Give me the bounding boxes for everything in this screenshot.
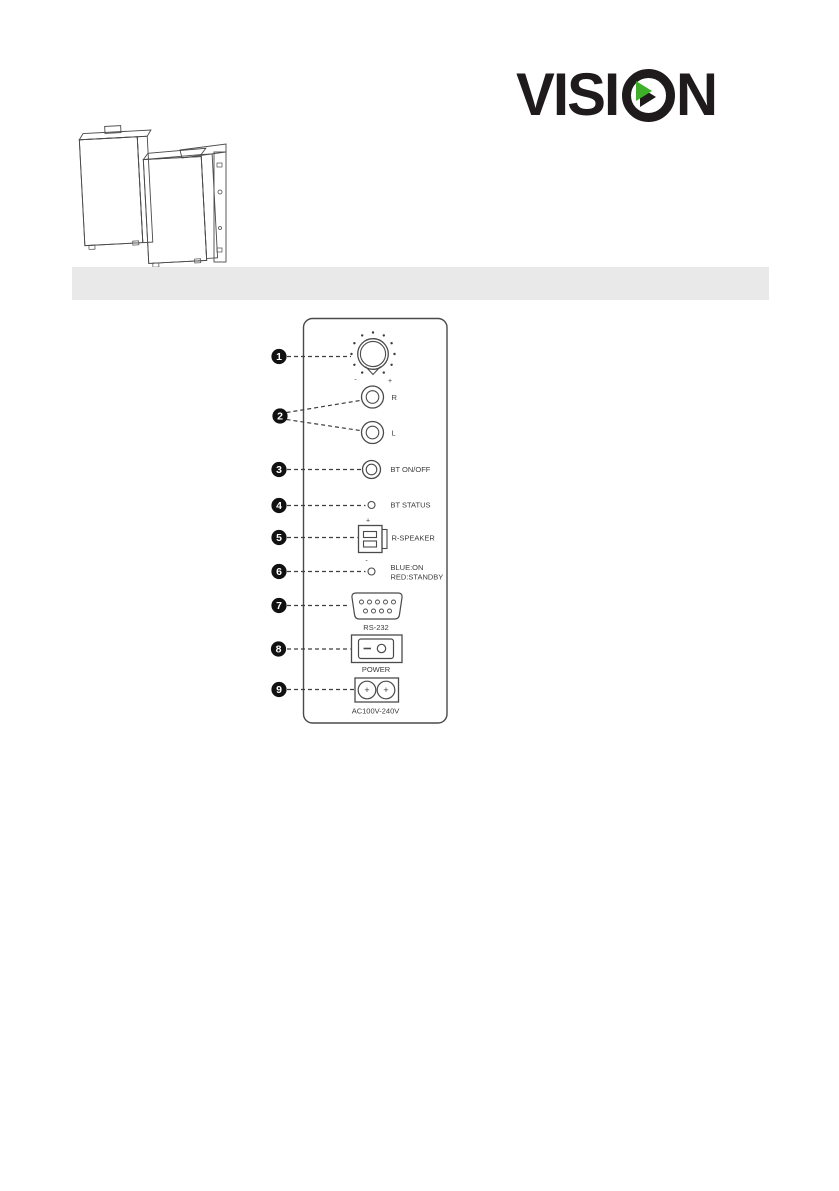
callout-1-number: 1 — [276, 351, 282, 364]
callout-6 — [271, 564, 286, 579]
bt-status-led — [368, 502, 375, 509]
power-switch — [352, 635, 403, 663]
vision-logo — [516, 61, 718, 128]
callout-4-number: 4 — [276, 500, 282, 513]
callout-2 — [272, 408, 287, 423]
switch-off-mark — [377, 644, 385, 652]
knob-tick-dots — [350, 331, 395, 374]
callout-leader-lines — [287, 357, 366, 690]
bt-onoff-label: BT ON/OFF — [390, 465, 431, 474]
speaker-product-drawing — [70, 124, 232, 268]
inlet-plus-right: + — [383, 685, 389, 695]
logo-text-n: N — [676, 61, 717, 128]
led-blue-label: BLUE:ON — [390, 563, 424, 572]
terminal-plus-mark: + — [365, 517, 371, 525]
callout-6-number: 6 — [276, 566, 282, 579]
bt-status-label: BT STATUS — [390, 500, 431, 510]
ac-inlet — [355, 678, 399, 702]
callout-1 — [271, 349, 286, 364]
speaker-right — [143, 144, 226, 267]
led-red-label: RED:STANDBY — [390, 572, 444, 582]
callout-8 — [271, 641, 286, 656]
power-label: POWER — [361, 665, 391, 674]
logo-text-visi: VISI — [516, 61, 619, 128]
volume-knob — [350, 331, 395, 385]
r-speaker-label: R-SPEAKER — [391, 533, 435, 543]
callout-8-number: 8 — [275, 643, 282, 656]
play-icon — [636, 81, 652, 101]
rca-jack-l — [362, 422, 384, 444]
callout-9-number: 9 — [276, 684, 282, 697]
volume-max-mark: + — [387, 378, 393, 385]
speaker-terminal — [359, 518, 388, 565]
terminal-minus-mark: - — [365, 557, 368, 565]
bt-onoff-button — [363, 461, 381, 479]
logo-o — [622, 69, 675, 122]
callout-7 — [271, 598, 286, 613]
callout-3-number: 3 — [276, 464, 282, 477]
jack-r-label: R — [391, 393, 397, 402]
rs232-port — [352, 593, 402, 619]
jack-l-label: L — [391, 428, 396, 438]
callout-9 — [271, 682, 286, 697]
ac-voltage-label: AC100V-240V — [351, 706, 400, 716]
callout-7-number: 7 — [276, 600, 282, 613]
callout-5 — [271, 530, 286, 545]
section-banner — [72, 267, 769, 300]
inlet-plus-left: + — [364, 685, 370, 695]
rs232-pins — [360, 600, 396, 613]
rear-panel-diagram — [255, 309, 470, 741]
callout-4 — [271, 498, 286, 513]
callout-5-number: 5 — [276, 532, 282, 545]
callout-3 — [271, 462, 286, 477]
rca-jack-r — [362, 386, 384, 408]
rs232-label: RS-232 — [363, 623, 389, 632]
speaker-left — [79, 124, 157, 250]
callout-2-number: 2 — [277, 410, 283, 423]
power-status-led — [368, 568, 375, 575]
volume-min-mark: - — [354, 376, 357, 384]
